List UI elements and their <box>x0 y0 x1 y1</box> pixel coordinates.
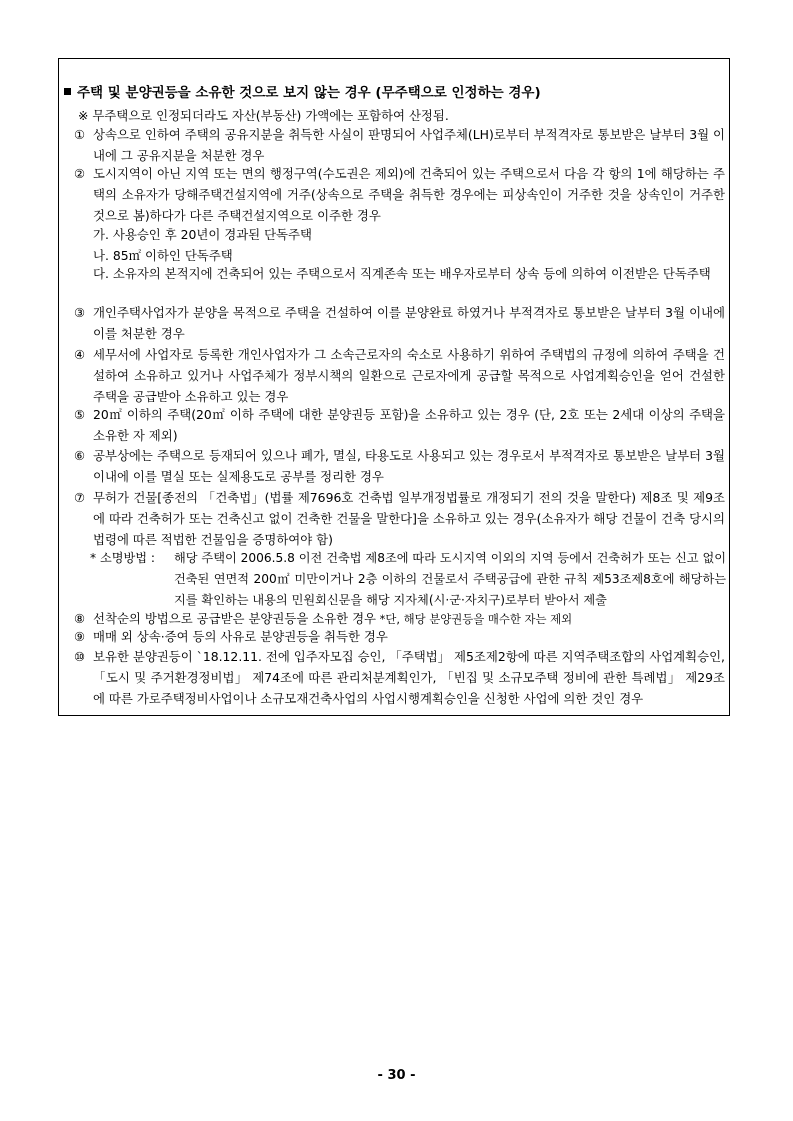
list-item <box>74 124 725 166</box>
item-number: ⑧ <box>74 611 86 626</box>
item-text: 보유한 분양권등이 `18.12.11. 전에 입주자모집 승인, 「주택법」 제5조제2항에 따른 지역주택조합의 사업계획승인, 「도시 및 주거환경정비법」 제74조에 따른 관리처분계획인가, 「빈집 및 소규모주택 정비에 관한 특례법」 제29조에 따른 가로주택정비사업이나 소규모재건축사업의 사업시행계획승인을 신청한 사업에 의한 것인 경우 <box>93 649 725 706</box>
proof-label: * 소명방법 : <box>90 551 156 565</box>
square-bullet-icon <box>64 88 71 95</box>
item-number: ⑦ <box>74 490 86 505</box>
item-number: ⑨ <box>74 629 86 644</box>
list-item <box>74 445 725 487</box>
item-text: 세무서에 사업자로 등록한 개인사업자가 그 소속근로자의 숙소로 사용하기 위하여 주택법의 규정에 의하여 주택을 건설하여 소유하고 있거나 사업주체가 정부시책의 일환으로 근로자에게 공급할 목적으로 사업계획승인을 얻어 건설한 주택을 공급받아 소유하고 있는 경우 <box>93 347 725 404</box>
sub-item <box>93 263 725 284</box>
item-text: 도시지역이 아닌 지역 또는 면의 행정구역(수도권은 제외)에 건축되어 있는 주택으로서 다음 각 항의 1에 해당하는 주택의 소유자가 당해주택건설지역에 거주(상속으로 주택을 취득한 경우에는 피상속인이 거주한 것을 상속인이 거주한 것으로 봄)하다가 다른 주택건설지역으로 이주한 경우 <box>93 166 725 223</box>
item-number: ⑥ <box>74 448 86 463</box>
item-number: ④ <box>74 347 86 362</box>
item-text: 무허가 건물[종전의 「건축법」(법률 제7696호 건축법 일부개정법률로 개정되기 전의 것을 말한다) 제8조 및 제9조에 따라 건축허가 또는 건축신고 없이 건축한 건물을 말한다]을 소유하고 있는 경우(소유자가 해당 건물이 건축 당시의 법령에 따른 적법한 건물임을 증명하여야 함) <box>93 490 725 547</box>
section-heading: 주택 및 분양권등을 소유한 것으로 보지 않는 경우 (무주택으로 인정하는 경우) <box>64 84 728 102</box>
proof-text: 해당 주택이 2006.5.8 이전 건축법 제8조에 따라 도시지역 이외의 지역 등에서 건축허가 또는 신고 없이 건축된 연면적 200㎡ 미만이거나 2층 이하의 건물로서 주택공급에 관한 규칙 제53조제8호에 해당하는지를 확인하는 내용의 민원회신문을 해당 지자체(시·군·자치구)로부터 받아서 제출 <box>174 551 726 607</box>
list-item <box>74 487 725 550</box>
item-text: 20㎡ 이하의 주택(20㎡ 이하 주택에 대한 분양권등 포함)을 소유하고 있는 경우 (단, 2호 또는 2세대 이상의 주택을 소유한 자 제외) <box>93 407 725 443</box>
list-item <box>74 344 725 407</box>
item-number: ⑩ <box>74 649 86 664</box>
item-number: ① <box>74 127 86 142</box>
list-item <box>74 646 725 709</box>
item-text: 상속으로 인하여 주택의 공유지분을 취득한 사실이 판명되어 사업주체(LH)로부터 부적격자로 통보받은 날부터 3월 이내에 그 공유지분을 처분한 경우 <box>93 127 725 163</box>
sub-item <box>93 224 725 245</box>
item-text: 매매 외 상속·증여 등의 사유로 분양권등을 취득한 경우 <box>93 629 388 644</box>
list-item <box>74 626 725 647</box>
item-text: 선착순의 방법으로 공급받은 분양권등을 소유한 경우 <box>93 611 377 626</box>
sub-label: 가. <box>93 227 109 242</box>
item-number: ③ <box>74 305 86 320</box>
list-item <box>74 163 725 226</box>
item-extra-note: *단, 해당 분양권등을 매수한 자는 제외 <box>376 612 573 626</box>
sub-text: 사용승인 후 20년이 경과된 단독주택 <box>112 227 312 242</box>
item-number: ⑤ <box>74 407 86 422</box>
proof-method <box>90 548 726 611</box>
sub-label: 나. <box>93 248 109 263</box>
note-text: ※ 무주택으로 인정되더라도 자산(부동산) 가액에는 포함하여 산정됨. <box>78 108 449 123</box>
sub-label: 다. <box>93 266 109 281</box>
item-text: 개인주택사업자가 분양을 목적으로 주택을 건설하여 이를 분양완료 하였거나 부적격자로 통보받은 날부터 3월 이내에 이를 처분한 경우 <box>93 305 725 341</box>
item-text: 공부상에는 주택으로 등재되어 있으나 폐가, 멸실, 타용도로 사용되고 있는 경우로서 부적격자로 통보받은 날부터 3월 이내에 이를 멸실 또는 실제용도로 공부를 정리한 경우 <box>93 448 725 484</box>
item-number: ② <box>74 166 86 181</box>
list-item <box>74 302 725 344</box>
page-number: - 30 - <box>377 1068 416 1083</box>
sub-text: 85㎡ 이하인 단독주택 <box>112 248 233 263</box>
list-item <box>74 404 725 446</box>
sub-text: 소유자의 본적지에 건축되어 있는 주택으로서 직계존속 또는 배우자로부터 상속 등에 의하여 이전받은 단독주택 <box>112 266 711 281</box>
